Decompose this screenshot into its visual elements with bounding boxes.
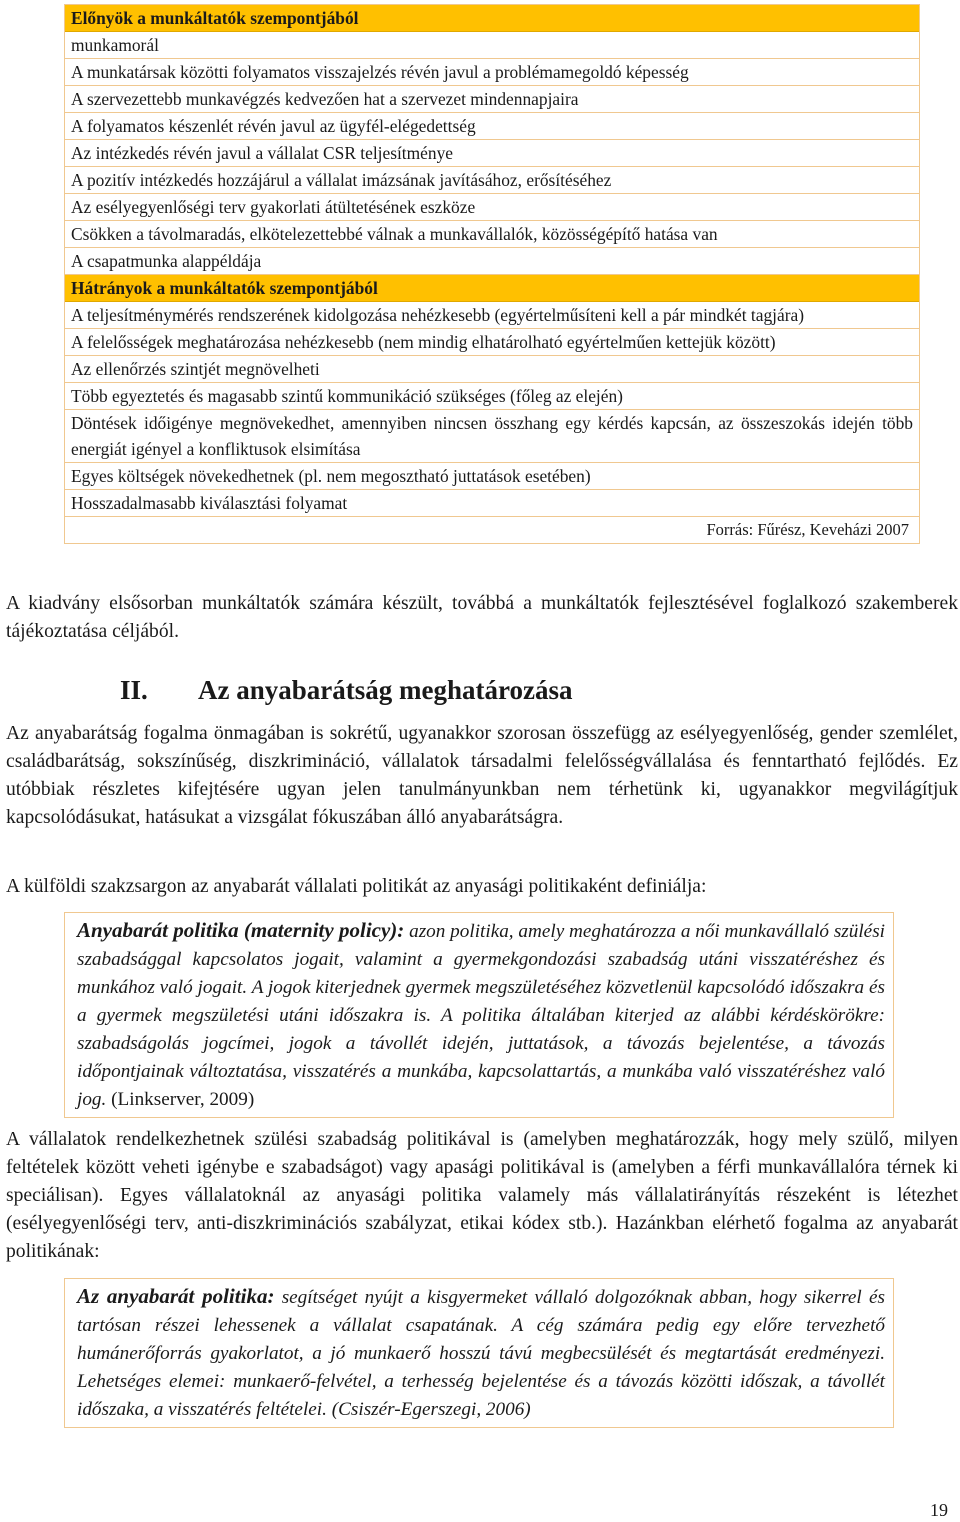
advantage-item: Az esélyegyenlőségi terv gyakorlati átültetésének eszköze [65,194,919,221]
quote-box-maternity-policy [64,912,894,1118]
quote-text: azon politika, amely meghatározza a női munkavállaló szülési szabadsággal kapcsolatos jogait, valamint a gyermekgondozási szabadság utáni visszatéréshez és munkához való jogait. A jogok kiterjednek gyermek megszületéséhez közvetlenül kapcsolódó időszakra és a gyermek megszületési utáni időszakra is. A politika általában kiterjed az alábbi kérdéskörökre: szabadságolás jogcímei, jogok a távollét idején, juttatások, a távozás bejelentése, a távozás időpontjainak változtatása, visszatérés a munkába, kapcsolattartás, a munkába való visszatéréshez való jog. [77,921,885,1110]
advantage-item: A munkatársak közötti folyamatos visszajelzés révén javul a problémamegoldó képesség [65,59,919,86]
table-source: Forrás: Fűrész, Keveházi 2007 [706,520,909,539]
disadvantage-item: Több egyeztetés és magasabb szintű kommunikáció szükséges (főleg az elején) [65,383,919,410]
advantage-item: munkamorál [65,32,919,59]
disadvantage-item: Döntések időigénye megnövekedhet, amennyiben nincsen összhang egy kérdés kapcsán, az összeszokás idején több energiát igényel a konfliktusok elsimítása [65,410,919,463]
quote-term: Az anyabarát politika: [77,1284,275,1308]
section-title: Az anyabarátság meghatározása [198,675,573,705]
advantage-item: A pozitív intézkedés hozzájárul a vállalat imázsának javításához, erősítéséhez [65,167,919,194]
section-number: II. [120,675,148,705]
advantage-item: Az intézkedés révén javul a vállalat CSR teljesítménye [65,140,919,167]
paragraph-company-policies: A vállalatok rendelkezhetnek szülési szabadság politikával is (amelyben meghatározzák, hogy mely szülő, milyen feltételek között veheti igénybe e szabadságot) vagy apasági politikával is (amelyben a férfi munkavállalóra térnek ki speciálisan). Egyes vállalatoknál az anyasági politika valamely más vállalatirányítás részeként is létezhet (esélyegyenlőségi terv, anti-diszkriminációs szabályzat, etikai kódex stb.). Hazánkban elérhető fogalma az anyabarát politikának: [6,1129,958,1262]
disadvantage-item: A teljesítménymérés rendszerének kidolgozása nehézkesebb (egyértelműsíteni kell a pár mindkét tagjára) [65,302,919,329]
page-number: 19 [930,1500,948,1520]
disadvantage-item: Hosszadalmasabb kiválasztási folyamat [65,490,919,517]
quote-source: (Linkserver, 2009) [106,1089,255,1110]
disadvantage-item: Az ellenőrzés szintjét megnövelheti [65,356,919,383]
quote-source: (Csiszér-Egerszegi, 2006) [326,1399,531,1420]
quote-term: Anyabarát politika (maternity policy): [77,918,405,942]
disadvantage-item: A felelősségek meghatározása nehézkesebb (nem mindig elhatárolható egyértelműen kettejük között) [65,329,919,356]
section-heading [120,672,572,708]
advantage-item: Csökken a távolmaradás, elkötelezettebbé válnak a munkavállalók, közösségépítő hatása van [65,221,919,248]
advantage-item: A csapatmunka alappéldája [65,248,919,275]
advantages-header: Előnyök a munkáltatók szempontjából [65,5,919,32]
advantage-item: A folyamatos készenlét révén javul az ügyfél-elégedettség [65,113,919,140]
quote-text: segítséget nyújt a kisgyermeket vállaló dolgozóknak abban, hogy sikerrel és tartósan részei lehessenek a vállalat csapatának. A cég számára pedig egy előre tervezhető humánerőforrás gyakorlatot, a jó munkaerő hosszú távú megbecsülését és megtartását eredményezi. Lehetséges elemei: munkaerő-felvétel, a terhesség bejelentése és a távozás közötti időszak, a távollét időszaka, a visszatérés feltételei. [77,1287,885,1420]
disadvantages-header: Hátrányok a munkáltatók szempontjából [65,275,919,302]
paragraph-foreign-terminology: A külföldi szakzsargon az anyabarát vállalati politikát az anyasági politikaként definiálja: [6,876,707,897]
advantages-disadvantages-table [64,4,920,544]
quote-box-mother-friendly-policy [64,1278,894,1428]
paragraph-intro: A kiadvány elsősorban munkáltatók számára készült, továbbá a munkáltatók fejlesztésével foglalkozó szakemberek tájékoztatása céljából. [6,593,958,642]
advantage-item: A szervezettebb munkavégzés kedvezően hat a szervezet mindennapjaira [65,86,919,113]
disadvantage-item: Egyes költségek növekedhetnek (pl. nem megosztható juttatások esetében) [65,463,919,490]
paragraph-definition-context: Az anyabarátság fogalma önmagában is sokrétű, ugyanakkor szorosan összefügg az esélyegyenlőség, gender szemlélet, családbarátság, sokszínűség, diszkrimináció, vállalatok társadalmi felelősségvállalása és fenntartható fejlődés. Ez utóbbiak részletes kifejtésére ugyan jelen tanulmányunkban nem térhetünk ki, ugyanakkor megvilágítjuk kapcsolódásukat, hatásukat a vizsgálat fókuszában álló anyabarátságra. [6,723,958,828]
